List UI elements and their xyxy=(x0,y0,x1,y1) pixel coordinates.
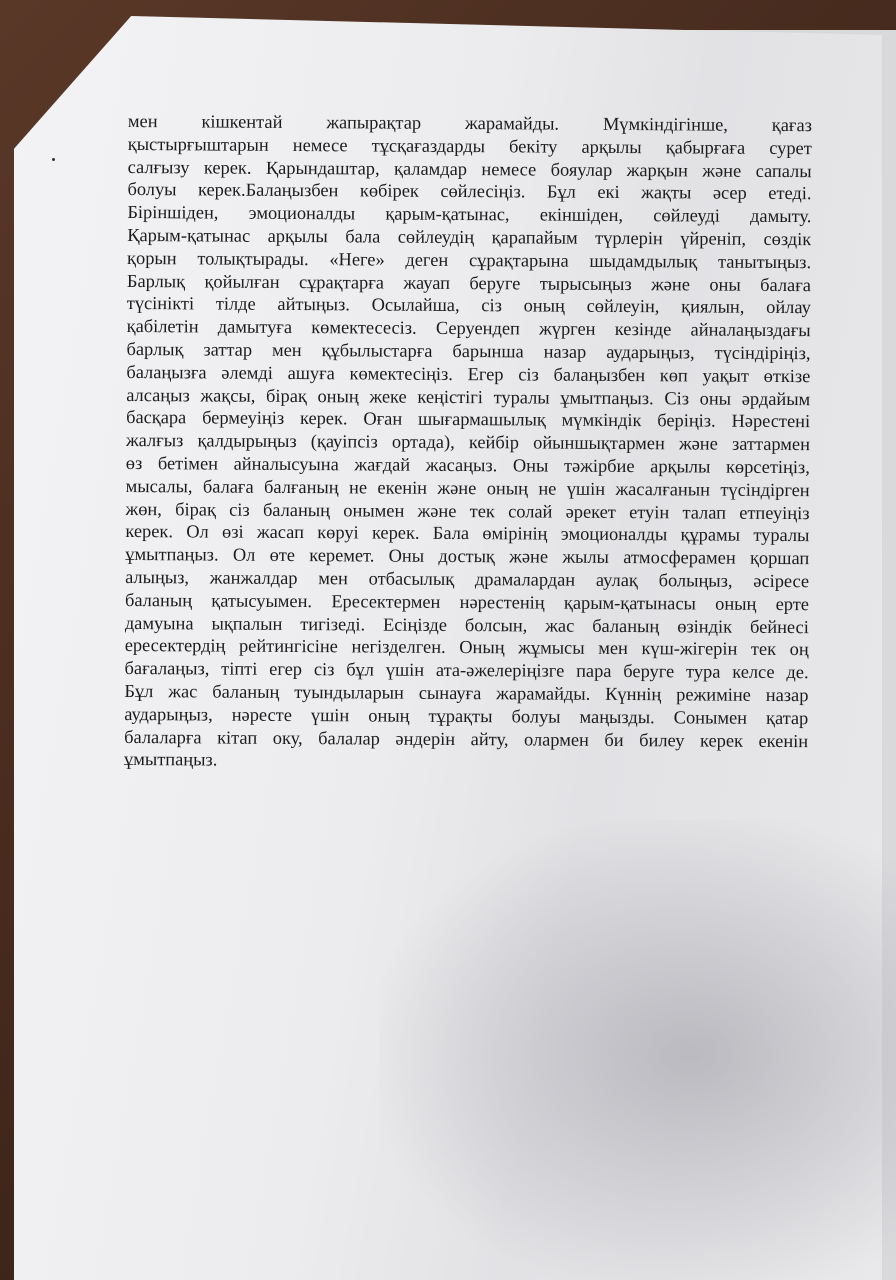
text-line: Қарым-қатынас арқылы бала сөйлеудің қарапайым түрлерін үйреніп, сөздік xyxy=(127,224,812,250)
text-line: баланың қатысуымен. Ересектермен нәрестенің қарым-қатынасы оның ерте xyxy=(124,589,810,614)
text-line: ересектердің рейтингісіне негізделген. Оның жұмысы мен күш-жігерін тек оң xyxy=(124,635,809,660)
text-line: Барлық қойылған сұрақтарға жауап беруге тырысыңыз және оны балаға xyxy=(126,270,812,295)
text-line: бағалаңыз, тіпті егер сіз бұл үшін ата-әжелеріңізге пара беруге тура келсе де. xyxy=(124,658,809,683)
text-line: ұмытпаңыз. xyxy=(123,749,218,770)
text-line: керек. Ол өзі жасап көруі керек. Бала өмірінің эмоционалды құрамы туралы xyxy=(125,521,810,546)
text-line: барлық заттар мен құбылыстарға барынша назар аударыңыз, түсіндіріңіз, xyxy=(126,338,811,364)
text-line: түсінікті тілде айтыңыз. Осылайша, сіз оның сөйлеуін, қиялын, ойлау xyxy=(126,293,811,318)
text-line: алсаңыз жақсы, бірақ оның жеке кеңістігі туралы ұмытпаңыз. Сіз оны әрдайым xyxy=(126,384,811,409)
text-line: қорын толықтырады. «Неге» деген сұрақтарына шыдамдылық танытыңыз. xyxy=(127,247,812,272)
text-line: басқара бермеуіңіз керек. Оған шығармашылық мүмкіндік беріңіз. Нәрестені xyxy=(126,407,811,432)
text-line: алыңыз, жанжалдар мен отбасылық драмалардан аулақ болыңыз, әсіресе xyxy=(125,566,810,592)
text-line: мен кішкентай жапырақтар жарамайды. Мүмкіндігінше, қағаз xyxy=(127,110,812,136)
paper-speck xyxy=(52,158,55,161)
text-line: балаларға кітап оку, балалар әндерін айту, олармен би билеу керек екенін xyxy=(124,726,809,751)
text-line: салғызу керек. Қарындаштар, қаламдар немесе бояулар жарқын және сапалы xyxy=(127,156,812,181)
text-line: өз бетімен айналысуына жағдай жасаңыз. Оны тәжірбие арқылы көрсетіңіз, xyxy=(125,452,810,478)
text-line: жалғыз қалдырыңыз (қауіпсіз ортада), кейбір ойыншықтармен және заттармен xyxy=(125,430,811,455)
text-line: Бұл жас баланың туындыларын сынауға жарамайды. Күннің режиміне назар xyxy=(124,680,809,706)
text-line: дамуына ықпалын тигізеді. Есіңізде болсын, жас баланың өзіндік бейнесі xyxy=(124,612,809,637)
text-line: мысалы, балаға балғаның не екенін және оның не үшін жасалғанын түсіндірген xyxy=(125,475,810,500)
text-line: қабілетін дамытуға көмектесесіз. Серуендеп жүрген кезінде айналаңыздағы xyxy=(126,316,811,341)
text-line: аударыңыз, нәресте үшін оның тұрақты болуы маңызды. Сонымен қатар xyxy=(124,703,809,728)
text-line: Біріншіден, эмоционалды қарым-қатынас, екіншіден, сөйлеуді дамыту. xyxy=(127,202,812,227)
text-line: жөн, бірақ сіз баланың онымен және тек солай әрекет етуін талап етпеуіңіз xyxy=(125,498,810,523)
document-body xyxy=(124,110,812,775)
text-line: болуы керек.Балаңызбен көбірек сөйлесіңіз. Бұл екі жақты әсер етеді. xyxy=(127,179,812,204)
text-line: ұмытпаңыз. Ол өте керемет. Оны достық және жылы атмосферамен қоршап xyxy=(125,544,810,569)
text-line: қыстырғыштарын немесе тұсқағаздарды бекіту арқылы қабырғаға сурет xyxy=(127,133,812,158)
text-line: балаңызға әлемді ашуға көмектесіңіз. Егер сіз балаңызбен көп уақыт өткізе xyxy=(126,361,811,386)
